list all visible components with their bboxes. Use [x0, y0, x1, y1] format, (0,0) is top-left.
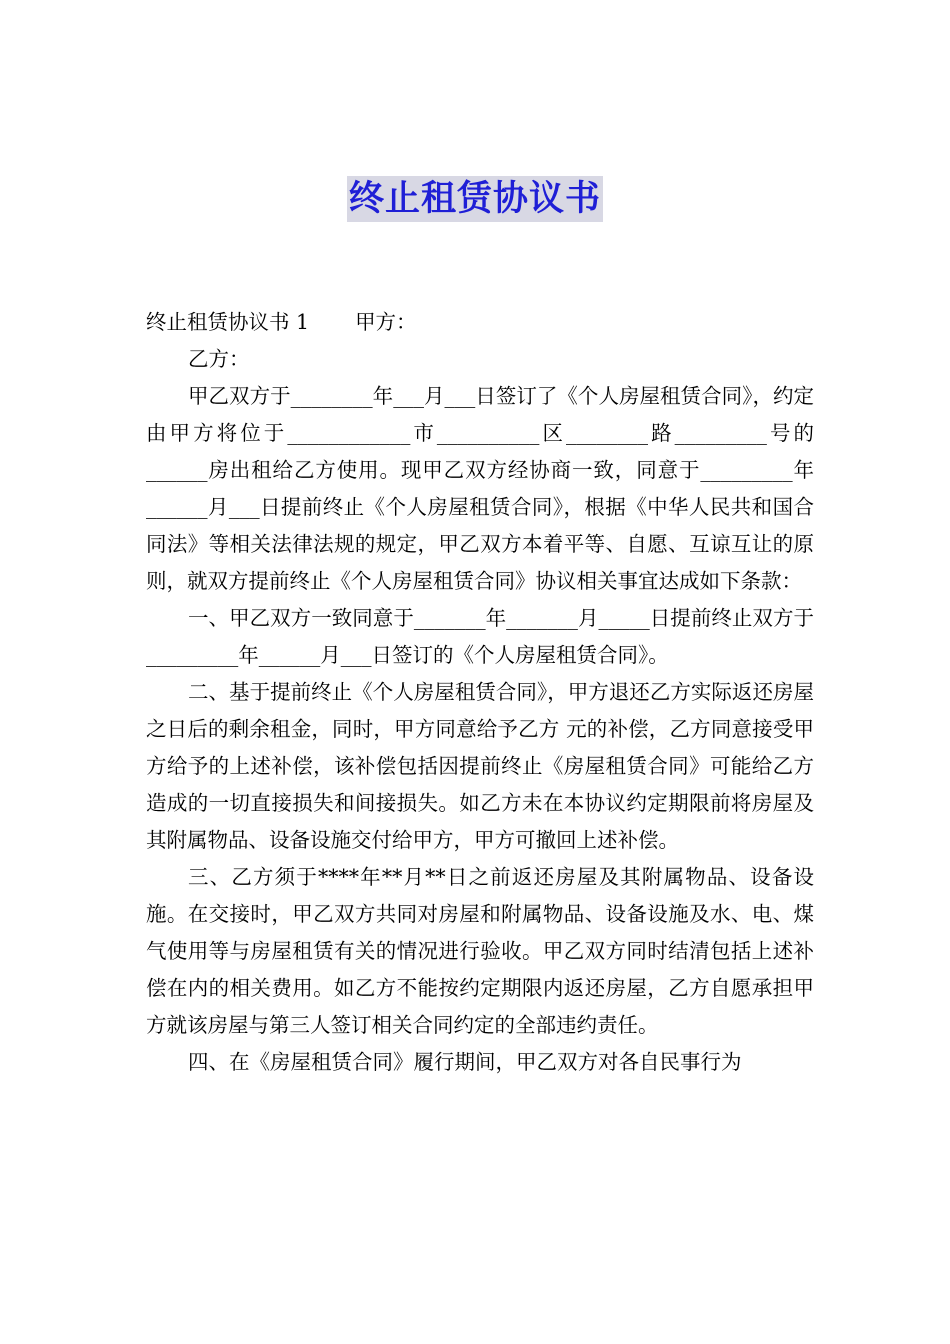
agreement-label: 终止租赁协议书 1 — [146, 310, 310, 334]
clause-1: 一、甲乙双方一致同意于_______年_______月_____日提前终止双方于_________年______月___日签订的《个人房屋租赁合同》。 — [146, 606, 814, 667]
title-wrap — [0, 176, 950, 222]
clause-4: 四、在《房屋租赁合同》履行期间，甲乙双方对各自民事行为 — [188, 1050, 742, 1074]
document-title: 终止租赁协议书 — [347, 176, 603, 222]
party-a-label: 甲方： — [355, 310, 417, 334]
paragraph-preamble: 甲乙双方于________年___月___日签订了《个人房屋租赁合同》，约定由甲方将位于____________市__________区________路_________号的______房出租给乙方使用。现甲乙双方经协商一致，同意于_________年______月___日提前终止《个人房屋租赁合同》，根据《中华人民共和国合同法》等相关法律法规的规定，甲乙双方本着平等、自愿、互谅互让的原则，就双方提前终止《个人房屋租赁合同》协议相关事宜达成如下条款： — [146, 384, 814, 593]
clause-2: 二、基于提前终止《个人房屋租赁合同》，甲方退还乙方实际返还房屋之日后的剩余租金，同时，甲方同意给予乙方 元的补偿，乙方同意接受甲方给予的上述补偿，该补偿包括因提前终止《房屋租赁合同》可能给乙方造成的一切直接损失和间接损失。如乙方未在本协议约定期限前将房屋及其附属物品、设备设施交付给甲方，甲方可撤回上述补偿。 — [146, 680, 814, 852]
paragraph-heading — [146, 304, 814, 341]
document-body — [146, 304, 814, 1081]
clause-3: 三、乙方须于****年**月**日之前返还房屋及其附属物品、设备设施。在交接时，甲乙双方共同对房屋和附属物品、设备设施及水、电、煤气使用等与房屋租赁有关的情况进行验收。甲乙双方同时结清包括上述补偿在内的相关费用。如乙方不能按约定期限内返还房屋，乙方自愿承担甲方就该房屋与第三人签订相关合同约定的全部违约责任。 — [146, 865, 814, 1037]
party-b-label: 乙方： — [188, 347, 250, 371]
